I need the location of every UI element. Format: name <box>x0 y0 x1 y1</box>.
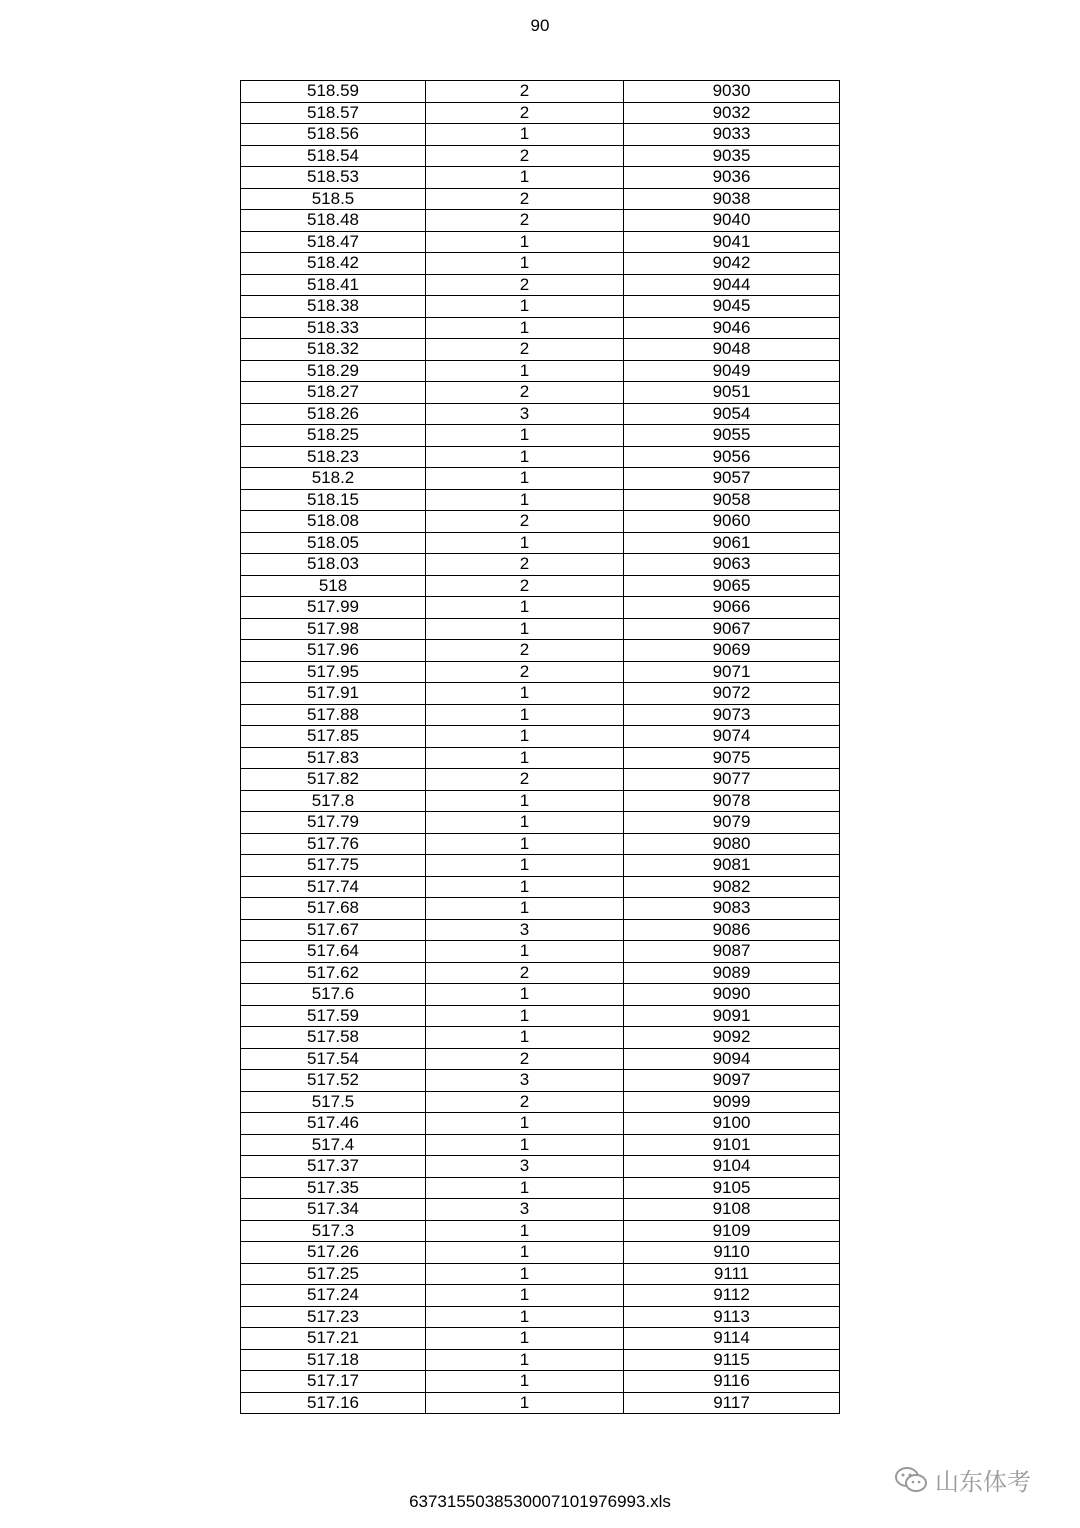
table-cell: 518.2 <box>241 468 426 490</box>
table-cell: 1 <box>426 597 624 619</box>
table-cell: 517.18 <box>241 1349 426 1371</box>
table-cell: 9071 <box>624 661 840 683</box>
table-cell: 1 <box>426 1134 624 1156</box>
table-cell: 9057 <box>624 468 840 490</box>
table-cell: 9044 <box>624 274 840 296</box>
table-cell: 518.33 <box>241 317 426 339</box>
table-cell: 517.24 <box>241 1285 426 1307</box>
table-cell: 3 <box>426 919 624 941</box>
table-cell: 9100 <box>624 1113 840 1135</box>
table-row <box>241 833 840 855</box>
table-row <box>241 231 840 253</box>
table-cell: 1 <box>426 618 624 640</box>
table-row <box>241 1306 840 1328</box>
watermark <box>893 1462 1031 1497</box>
table-row <box>241 1048 840 1070</box>
table-cell: 518.08 <box>241 511 426 533</box>
table-cell: 1 <box>426 1392 624 1414</box>
table-cell: 518.15 <box>241 489 426 511</box>
table-cell: 9110 <box>624 1242 840 1264</box>
table-row <box>241 188 840 210</box>
table-cell: 3 <box>426 1199 624 1221</box>
table-cell: 9030 <box>624 81 840 103</box>
table-cell: 517.79 <box>241 812 426 834</box>
table-cell: 517.83 <box>241 747 426 769</box>
table-cell: 1 <box>426 1005 624 1027</box>
table-cell: 518.54 <box>241 145 426 167</box>
table-row <box>241 1027 840 1049</box>
table-cell: 518 <box>241 575 426 597</box>
table-cell: 517.35 <box>241 1177 426 1199</box>
table-row <box>241 597 840 619</box>
table-cell: 9035 <box>624 145 840 167</box>
table-row <box>241 661 840 683</box>
table-row <box>241 102 840 124</box>
table-row <box>241 274 840 296</box>
table-cell: 9114 <box>624 1328 840 1350</box>
table-cell: 1 <box>426 984 624 1006</box>
table-row <box>241 532 840 554</box>
table-cell: 9033 <box>624 124 840 146</box>
table-cell: 1 <box>426 1285 624 1307</box>
table-row <box>241 876 840 898</box>
table-cell: 9080 <box>624 833 840 855</box>
table-cell: 517.62 <box>241 962 426 984</box>
table-cell: 9046 <box>624 317 840 339</box>
table-cell: 517.52 <box>241 1070 426 1092</box>
table-cell: 2 <box>426 769 624 791</box>
table-row <box>241 296 840 318</box>
table-cell: 518.48 <box>241 210 426 232</box>
table-cell: 518.5 <box>241 188 426 210</box>
table-row <box>241 640 840 662</box>
table-cell: 2 <box>426 554 624 576</box>
table-cell: 2 <box>426 575 624 597</box>
table-cell: 517.5 <box>241 1091 426 1113</box>
table-row <box>241 726 840 748</box>
table-cell: 1 <box>426 468 624 490</box>
table-cell: 9074 <box>624 726 840 748</box>
table-cell: 518.23 <box>241 446 426 468</box>
table-cell: 518.56 <box>241 124 426 146</box>
table-cell: 517.6 <box>241 984 426 1006</box>
table-cell: 9051 <box>624 382 840 404</box>
table-cell: 1 <box>426 425 624 447</box>
table-cell: 2 <box>426 210 624 232</box>
table-row <box>241 1156 840 1178</box>
table-row <box>241 1177 840 1199</box>
table-cell: 9045 <box>624 296 840 318</box>
table-cell: 518.32 <box>241 339 426 361</box>
table-cell: 1 <box>426 1349 624 1371</box>
table-cell: 518.27 <box>241 382 426 404</box>
table-cell: 517.46 <box>241 1113 426 1135</box>
table-cell: 9083 <box>624 898 840 920</box>
table-cell: 9067 <box>624 618 840 640</box>
table-cell: 518.53 <box>241 167 426 189</box>
table-cell: 9117 <box>624 1392 840 1414</box>
table-row <box>241 317 840 339</box>
table-cell: 1 <box>426 1371 624 1393</box>
table-row <box>241 468 840 490</box>
table-cell: 517.37 <box>241 1156 426 1178</box>
table-cell: 518.42 <box>241 253 426 275</box>
table-cell: 2 <box>426 81 624 103</box>
table-row <box>241 145 840 167</box>
table-row <box>241 81 840 103</box>
table-cell: 1 <box>426 1328 624 1350</box>
table-cell: 1 <box>426 489 624 511</box>
table-cell: 9092 <box>624 1027 840 1049</box>
table-cell: 517.34 <box>241 1199 426 1221</box>
table-row <box>241 919 840 941</box>
table-row <box>241 812 840 834</box>
table-cell: 9116 <box>624 1371 840 1393</box>
table-cell: 1 <box>426 726 624 748</box>
table-cell: 9060 <box>624 511 840 533</box>
table-cell: 9063 <box>624 554 840 576</box>
table-cell: 517.59 <box>241 1005 426 1027</box>
table-cell: 9087 <box>624 941 840 963</box>
table-cell: 517.96 <box>241 640 426 662</box>
table-cell: 9104 <box>624 1156 840 1178</box>
table-row <box>241 167 840 189</box>
wechat-icon <box>893 1465 929 1495</box>
table-row <box>241 1263 840 1285</box>
table-cell: 9032 <box>624 102 840 124</box>
table-cell: 3 <box>426 1156 624 1178</box>
table-cell: 517.88 <box>241 704 426 726</box>
table-cell: 9038 <box>624 188 840 210</box>
table-row <box>241 898 840 920</box>
table-cell: 1 <box>426 124 624 146</box>
table-cell: 2 <box>426 274 624 296</box>
table-cell: 2 <box>426 1091 624 1113</box>
table-cell: 517.17 <box>241 1371 426 1393</box>
table-cell: 517.8 <box>241 790 426 812</box>
table-row <box>241 1285 840 1307</box>
table-cell: 9055 <box>624 425 840 447</box>
table-row <box>241 984 840 1006</box>
table-row <box>241 1134 840 1156</box>
table-row <box>241 618 840 640</box>
table-cell: 1 <box>426 167 624 189</box>
table-cell: 517.21 <box>241 1328 426 1350</box>
table-row <box>241 941 840 963</box>
table-cell: 9090 <box>624 984 840 1006</box>
table-cell: 1 <box>426 296 624 318</box>
watermark-text: 山东体考 <box>935 1468 1031 1496</box>
table-body <box>241 81 840 1414</box>
table-cell: 9077 <box>624 769 840 791</box>
table-cell: 9105 <box>624 1177 840 1199</box>
table-cell: 517.26 <box>241 1242 426 1264</box>
table-cell: 517.3 <box>241 1220 426 1242</box>
table-cell: 9113 <box>624 1306 840 1328</box>
table-cell: 517.82 <box>241 769 426 791</box>
table-cell: 517.68 <box>241 898 426 920</box>
table-cell: 518.03 <box>241 554 426 576</box>
table-row <box>241 1220 840 1242</box>
table-cell: 1 <box>426 704 624 726</box>
score-table <box>240 80 840 1414</box>
table-row <box>241 489 840 511</box>
table-cell: 9056 <box>624 446 840 468</box>
table-row <box>241 360 840 382</box>
table-row <box>241 962 840 984</box>
table-cell: 9066 <box>624 597 840 619</box>
table-cell: 1 <box>426 253 624 275</box>
table-row <box>241 1005 840 1027</box>
table-cell: 517.4 <box>241 1134 426 1156</box>
table-row <box>241 790 840 812</box>
table-cell: 517.95 <box>241 661 426 683</box>
table-row <box>241 1113 840 1135</box>
table-cell: 518.38 <box>241 296 426 318</box>
table-row <box>241 1242 840 1264</box>
table-row <box>241 210 840 232</box>
table-cell: 9069 <box>624 640 840 662</box>
table-row <box>241 253 840 275</box>
table-cell: 1 <box>426 1113 624 1135</box>
table-row <box>241 1070 840 1092</box>
table-row <box>241 855 840 877</box>
table-cell: 9101 <box>624 1134 840 1156</box>
table-cell: 1 <box>426 360 624 382</box>
table-row <box>241 1392 840 1414</box>
table-cell: 518.57 <box>241 102 426 124</box>
page-number: 90 <box>530 16 550 35</box>
table-cell: 1 <box>426 1306 624 1328</box>
table-cell: 1 <box>426 231 624 253</box>
table-cell: 9041 <box>624 231 840 253</box>
table-row <box>241 403 840 425</box>
table-cell: 1 <box>426 790 624 812</box>
table-row <box>241 747 840 769</box>
table-row <box>241 511 840 533</box>
table-row <box>241 575 840 597</box>
table-cell: 1 <box>426 317 624 339</box>
table-cell: 9048 <box>624 339 840 361</box>
table-cell: 2 <box>426 962 624 984</box>
table-row <box>241 554 840 576</box>
table-cell: 517.67 <box>241 919 426 941</box>
table-cell: 517.74 <box>241 876 426 898</box>
table-cell: 9089 <box>624 962 840 984</box>
table-cell: 1 <box>426 941 624 963</box>
table-cell: 2 <box>426 188 624 210</box>
table-cell: 9078 <box>624 790 840 812</box>
table-cell: 517.98 <box>241 618 426 640</box>
table-cell: 1 <box>426 876 624 898</box>
table-cell: 518.05 <box>241 532 426 554</box>
table-cell: 517.76 <box>241 833 426 855</box>
table-cell: 2 <box>426 382 624 404</box>
table-row <box>241 1349 840 1371</box>
table-cell: 518.47 <box>241 231 426 253</box>
table-cell: 1 <box>426 898 624 920</box>
table-cell: 2 <box>426 661 624 683</box>
table-cell: 518.25 <box>241 425 426 447</box>
table-cell: 518.26 <box>241 403 426 425</box>
table-cell: 1 <box>426 855 624 877</box>
table-cell: 9049 <box>624 360 840 382</box>
table-cell: 9079 <box>624 812 840 834</box>
table-cell: 517.75 <box>241 855 426 877</box>
table-cell: 9073 <box>624 704 840 726</box>
table-cell: 1 <box>426 833 624 855</box>
table-row <box>241 1371 840 1393</box>
table-cell: 1 <box>426 1242 624 1264</box>
table-cell: 9094 <box>624 1048 840 1070</box>
table-cell: 9081 <box>624 855 840 877</box>
table-cell: 2 <box>426 102 624 124</box>
table-cell: 517.85 <box>241 726 426 748</box>
table-cell: 9061 <box>624 532 840 554</box>
table-cell: 9042 <box>624 253 840 275</box>
table-cell: 9097 <box>624 1070 840 1092</box>
table-cell: 517.58 <box>241 1027 426 1049</box>
table-cell: 9082 <box>624 876 840 898</box>
table-cell: 9108 <box>624 1199 840 1221</box>
table-cell: 9111 <box>624 1263 840 1285</box>
table-cell: 517.23 <box>241 1306 426 1328</box>
table-row <box>241 1199 840 1221</box>
table-cell: 9054 <box>624 403 840 425</box>
table-cell: 9075 <box>624 747 840 769</box>
table-row <box>241 704 840 726</box>
table-cell: 9036 <box>624 167 840 189</box>
table-row <box>241 1328 840 1350</box>
table-cell: 9109 <box>624 1220 840 1242</box>
table-cell: 9091 <box>624 1005 840 1027</box>
table-row <box>241 382 840 404</box>
table-cell: 9086 <box>624 919 840 941</box>
table-row <box>241 1091 840 1113</box>
table-cell: 9099 <box>624 1091 840 1113</box>
table-cell: 517.25 <box>241 1263 426 1285</box>
footer-filename: 6373155038530007101976993.xls <box>409 1492 671 1511</box>
table-cell: 9040 <box>624 210 840 232</box>
table-cell: 1 <box>426 812 624 834</box>
table-cell: 2 <box>426 1048 624 1070</box>
table-cell: 2 <box>426 339 624 361</box>
table-cell: 3 <box>426 403 624 425</box>
table-cell: 518.29 <box>241 360 426 382</box>
table-cell: 1 <box>426 1177 624 1199</box>
table-row <box>241 339 840 361</box>
table-row <box>241 446 840 468</box>
table-row <box>241 769 840 791</box>
table-cell: 1 <box>426 532 624 554</box>
table-cell: 9112 <box>624 1285 840 1307</box>
table-row <box>241 124 840 146</box>
table-cell: 2 <box>426 640 624 662</box>
table-cell: 9072 <box>624 683 840 705</box>
table-row <box>241 683 840 705</box>
table-cell: 1 <box>426 747 624 769</box>
table-cell: 1 <box>426 683 624 705</box>
table-cell: 517.16 <box>241 1392 426 1414</box>
table-cell: 1 <box>426 446 624 468</box>
table-cell: 2 <box>426 145 624 167</box>
table-cell: 2 <box>426 511 624 533</box>
table-cell: 517.99 <box>241 597 426 619</box>
table-cell: 517.54 <box>241 1048 426 1070</box>
table-cell: 1 <box>426 1027 624 1049</box>
table-cell: 1 <box>426 1220 624 1242</box>
table-cell: 1 <box>426 1263 624 1285</box>
table-cell: 9065 <box>624 575 840 597</box>
table-row <box>241 425 840 447</box>
table-cell: 518.59 <box>241 81 426 103</box>
table-cell: 518.41 <box>241 274 426 296</box>
table-cell: 9115 <box>624 1349 840 1371</box>
table-cell: 3 <box>426 1070 624 1092</box>
table-cell: 9058 <box>624 489 840 511</box>
table-cell: 517.91 <box>241 683 426 705</box>
table-cell: 517.64 <box>241 941 426 963</box>
